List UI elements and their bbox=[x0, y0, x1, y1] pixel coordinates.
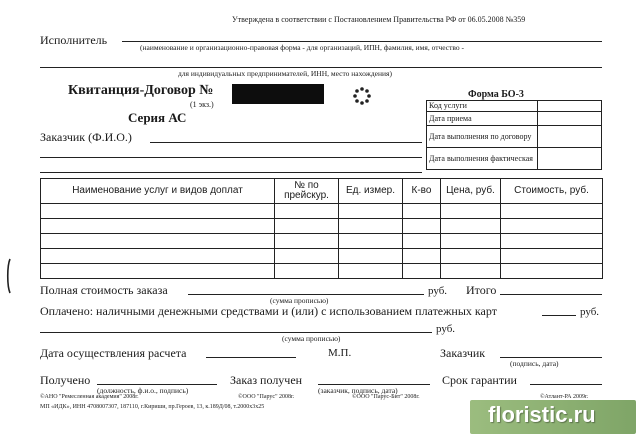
customer-sign-label: Заказчик bbox=[440, 346, 486, 360]
footer-copyright-4: ©Атлант-РА 2009г. bbox=[540, 394, 589, 400]
paid-amount-line-1[interactable] bbox=[542, 315, 576, 316]
column-header: Стоимость, руб. bbox=[501, 179, 603, 204]
approval-note: Утверждена в соответствии с Постановлением Правительства РФ от 06.05.2008 №359 bbox=[232, 15, 526, 24]
paid-currency-1: руб. bbox=[580, 306, 600, 318]
settlement-date-label: Дата осуществления расчета bbox=[40, 346, 187, 360]
binder-mark-icon bbox=[6, 258, 12, 294]
services-table bbox=[40, 178, 603, 279]
footer-copyright-2: ©ООО "Парус" 2008г. bbox=[238, 394, 295, 400]
seal-icon bbox=[352, 86, 372, 106]
order-received-hint: (заказчик, подпись, дата) bbox=[318, 386, 398, 395]
form-row-label: Дата выполнения по договору bbox=[427, 126, 538, 148]
column-header: Наименование услуг и видов доплат bbox=[41, 179, 275, 204]
redacted-number bbox=[232, 84, 324, 104]
footer-copyright-1: ©АНО "Ремесленная академия" 2008г. bbox=[40, 394, 139, 400]
received-label: Получено bbox=[40, 373, 91, 387]
table-row[interactable] bbox=[41, 249, 603, 264]
watermark-text: floristic.ru bbox=[488, 402, 596, 427]
order-received-line[interactable] bbox=[318, 384, 430, 385]
total-hint: (сумма прописью) bbox=[270, 296, 329, 305]
column-header: Ед. измер. bbox=[339, 179, 403, 204]
form-row-label: Дата приема bbox=[427, 112, 538, 126]
total-amount-line[interactable] bbox=[188, 294, 424, 295]
form-row-label: Код услуги bbox=[427, 101, 538, 112]
form-bo3-table bbox=[426, 100, 602, 170]
form-row-value[interactable] bbox=[538, 112, 602, 126]
received-hint: (должность, ф.и.о., подпись) bbox=[97, 386, 189, 395]
form-row-value[interactable] bbox=[538, 126, 602, 148]
table-row[interactable] bbox=[41, 219, 603, 234]
paid-hint: (сумма прописью) bbox=[282, 334, 341, 343]
warranty-label: Срок гарантии bbox=[442, 373, 517, 387]
executor-field-line[interactable] bbox=[122, 41, 602, 42]
customer-sign-hint: (подпись, дата) bbox=[510, 359, 559, 368]
paid-amount-line-2[interactable] bbox=[40, 332, 432, 333]
paid-currency-2: руб. bbox=[436, 323, 456, 335]
itogo-label: Итого bbox=[466, 283, 497, 297]
executor-hint-1: (наименование и организационно-правовая форма - для организаций, ИПН, фамилия, имя, отчество - bbox=[140, 43, 465, 52]
stamp-place-label: М.П. bbox=[328, 347, 352, 359]
form-title: Форма БО-3 bbox=[468, 89, 524, 100]
total-currency: руб. bbox=[428, 285, 448, 297]
executor-label: Исполнитель bbox=[40, 33, 108, 47]
footer-printer-info: МП «ИДК», ИНН 4708007307, 187110, г.Кириши, пр.Героев, 13, к.189Д/08, т.2000х3х25 bbox=[40, 404, 265, 410]
received-line[interactable] bbox=[97, 384, 217, 385]
customer-field-line-2[interactable] bbox=[40, 157, 422, 158]
series-label: Серия АС bbox=[128, 110, 187, 125]
copies-note: (1 экз.) bbox=[190, 100, 214, 109]
customer-label: Заказчик (Ф.И.О.) bbox=[40, 130, 132, 144]
column-header: К-во bbox=[403, 179, 441, 204]
order-received-label: Заказ получен bbox=[230, 373, 303, 387]
itogo-field-line[interactable] bbox=[500, 294, 602, 295]
table-row[interactable] bbox=[41, 234, 603, 249]
customer-sign-line[interactable] bbox=[500, 357, 602, 358]
form-row-label: Дата выполнения фактическая bbox=[427, 148, 538, 170]
column-header: Цена, руб. bbox=[441, 179, 501, 204]
warranty-line[interactable] bbox=[530, 384, 602, 385]
form-row-value[interactable] bbox=[538, 101, 602, 112]
executor-hint-2: для индивидуальных предпринимателей, ИНН, место нахождения) bbox=[178, 69, 392, 78]
column-header: № по прейскур. bbox=[275, 179, 339, 204]
table-row[interactable] bbox=[41, 204, 603, 219]
paid-label: Оплачено: наличными денежными средствами и (или) с использованием платежных карт bbox=[40, 304, 497, 318]
receipt-title: Квитанция-Договор № bbox=[68, 83, 214, 98]
total-label: Полная стоимость заказа bbox=[40, 283, 168, 297]
footer-copyright-3: ©ООО "Парус-Бит" 2008г. bbox=[352, 394, 420, 400]
settlement-date-line[interactable] bbox=[206, 357, 296, 358]
table-header-row bbox=[41, 179, 603, 204]
table-row[interactable] bbox=[41, 264, 603, 279]
customer-field-line-3[interactable] bbox=[40, 172, 422, 173]
executor-field-line-2[interactable] bbox=[40, 67, 602, 68]
form-row-value[interactable] bbox=[538, 148, 602, 170]
customer-field-line-1[interactable] bbox=[150, 142, 422, 143]
